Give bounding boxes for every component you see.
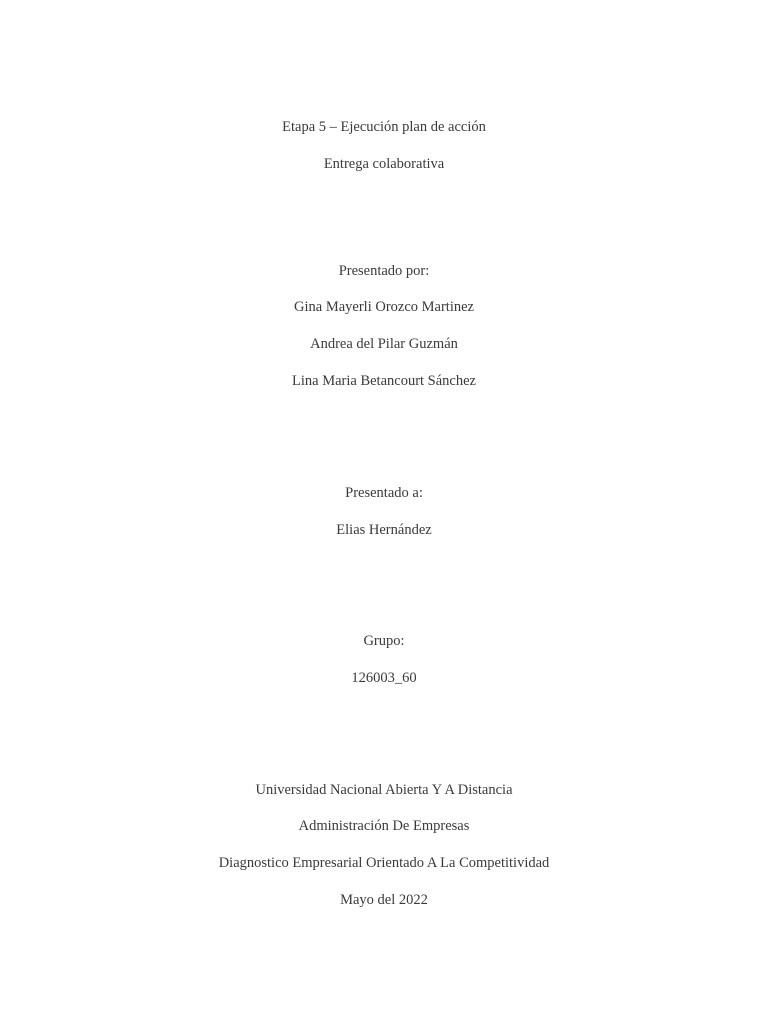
university-name: Universidad Nacional Abierta Y A Distancia — [255, 782, 513, 798]
author-name-2: Andrea del Pilar Guzmán — [310, 336, 458, 352]
document-subtitle: Entrega colaborativa — [323, 156, 445, 172]
program-name: Administración De Empresas — [298, 818, 470, 834]
course-name: Diagnostico Empresarial Orientado A La Competitividad — [218, 855, 550, 871]
document-date: Mayo del 2022 — [340, 892, 428, 908]
document-title: Etapa 5 – Ejecución plan de acción — [282, 119, 486, 135]
group-label: Grupo: — [363, 633, 405, 649]
author-name-3: Lina Maria Betancourt Sánchez — [292, 373, 476, 389]
presented-by-label: Presentado por: — [338, 263, 430, 279]
presented-to-name: Elias Hernández — [336, 522, 432, 538]
author-name-1: Gina Mayerli Orozco Martinez — [294, 299, 474, 315]
presented-to-label: Presentado a: — [345, 485, 423, 501]
group-value: 126003_60 — [351, 670, 417, 686]
